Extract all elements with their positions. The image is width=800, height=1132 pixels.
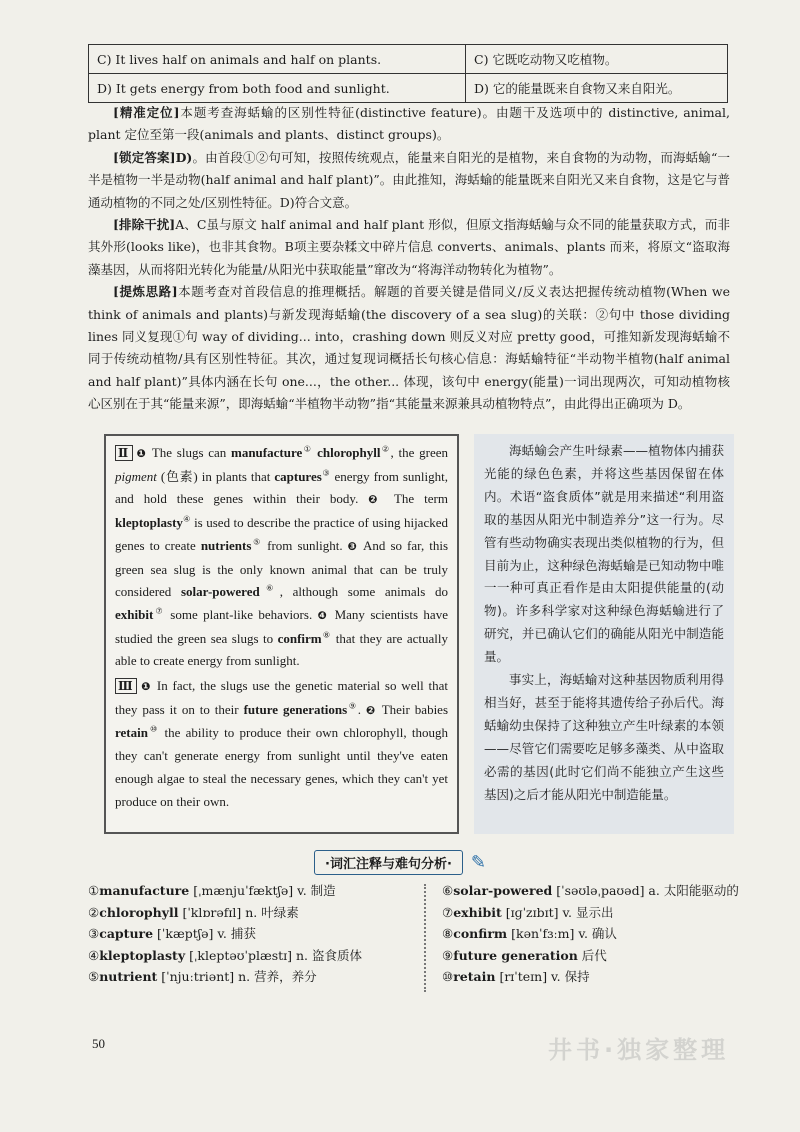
sentence-number: ❶	[141, 680, 153, 694]
passage-text: Their babies	[377, 701, 449, 717]
vocab-word: chlorophyll	[99, 904, 179, 920]
sentence-number: ❷	[365, 703, 377, 717]
analysis-tag: [锁定答案]	[113, 149, 176, 165]
passage-text: In fact, the slugs use the genetic material so well that they pass it on to their	[115, 678, 448, 717]
vocab-item	[442, 880, 762, 902]
vocab-number: ④	[88, 947, 100, 963]
translation-paragraph: 事实上，海蛞蝓对这种基因物质利用得相当好，甚至于能将其遗传给子孙后代。海蛞蝓幼虫保持了这种独立产生叶绿素的本领——尽管它们需要吃足够多藻类、从中盗取必需的基因(此时它们尚不能独立产生这些基因)之后才能从阳光中制造能量。	[484, 672, 724, 802]
vocab-definition: [ˈnjuːtriənt] n. 营养，养分	[157, 969, 317, 985]
passage-text: energy from sunlight, and hold these genes within their body.	[115, 468, 448, 507]
vocab-item	[88, 966, 418, 988]
keyword-note-marker: ③	[321, 468, 331, 478]
passage-text: is used to describe the practice of using hijacked genes to create	[115, 515, 448, 553]
paragraph-numeral: Ⅱ	[115, 445, 133, 461]
option-row	[89, 45, 728, 74]
vocab-title: ·词汇注释与难句分析·	[314, 850, 463, 875]
vocab-word: future generation	[453, 947, 578, 963]
vocab-definition: [kənˈfɜːm] v. 确认	[507, 926, 617, 942]
analysis-paragraph	[88, 102, 730, 147]
analysis-paragraph	[88, 214, 730, 281]
option-zh: C) 它既吃动物又吃植物。	[466, 45, 728, 74]
keyword: manufacture	[231, 445, 303, 460]
vocab-definition: [rɪˈteɪn] v. 保持	[495, 969, 590, 985]
options-table	[88, 44, 728, 103]
analysis-text: 。由首段①②句可知，按照传统观点，能量来自阳光的是植物，来自食物的为动物，而海蛞蝓“一半是植物一半是动物(half animal and half plant)”。由此推知，海蛞蝓的能量既来自阳光又来自食物，这是它与普通动植物的不同之处/区别性特征。D)符合文意。	[88, 149, 730, 210]
keyword-note-marker: ⑧	[321, 630, 332, 640]
analysis-text: 本题考查海蛞蝓的区别性特征(distinctive feature)。由题干及选项中的 distinctive, animal, plant 定位至第一段(animals and plants、distinct groups)。	[88, 105, 730, 143]
vocab-definition: [ɪɡˈzɪbɪt] v. 显示出	[501, 904, 614, 920]
vocab-word: capture	[99, 926, 154, 942]
sentence-number: ❸	[347, 539, 359, 553]
translation-paragraph: 海蛞蝓会产生叶绿素——植物体内捕获光能的绿色色素，并将这些基因保留在体内。术语“盗食质体”就是用来描述“利用盗取的基因从阳光中制造养分”这一行为。尽管有些动物确实表现出类似植物的行为，但目前为止，这种绿色海蛞蝓是已知动物中唯一一种可真正看作是由太阳提供能量的(动物)。许多科学家对这种绿色海蛞蝓进行了研究，并已确认它们的确能从阳光中制造能量。	[484, 443, 724, 665]
keyword: kleptoplasty	[115, 515, 183, 531]
keyword-note-marker: ⑨	[347, 701, 358, 711]
vocab-number: ⑧	[442, 926, 454, 942]
keyword: exhibit	[115, 606, 154, 622]
sentence-number: ❶	[136, 447, 148, 460]
vocab-list-right	[442, 880, 762, 988]
answer-label: D)	[175, 149, 193, 165]
vocab-definition: [ˈsəʊləˌpaʊəd] a. 太阳能驱动的	[552, 883, 739, 898]
passage-text: the ability to produce their own chlorophyll, though they can't generate energy from sunlight until they've eaten enough algae to steal the necessary genes, which they can't yet produce on their own.	[115, 725, 449, 809]
vocab-number: ③	[88, 926, 100, 942]
passage-paragraph-3	[115, 675, 448, 813]
translation-box	[474, 434, 734, 834]
vocab-definition: [ˌmænjuˈfæktʃə] v. 制造	[189, 883, 336, 898]
vocab-word: solar-powered	[453, 883, 553, 898]
keyword: confirm	[277, 630, 322, 646]
keyword-note-marker: ⑤	[251, 537, 263, 547]
vocab-word: exhibit	[453, 904, 502, 920]
vocab-number: ⑩	[442, 969, 454, 985]
keyword-note-marker: ⑥	[259, 583, 280, 593]
analysis-paragraph	[88, 147, 730, 214]
passage-text: that they are actually able to create energy from sunlight.	[115, 630, 449, 669]
watermark: 井书·独家整理	[548, 1036, 730, 1064]
keyword: nutrients	[200, 537, 252, 553]
vocab-item	[442, 966, 762, 988]
vocab-word: nutrient	[99, 969, 158, 985]
vocab-definition: [ˈklɒrəfɪl] n. 叶绿素	[178, 904, 299, 920]
passage-paragraph-2	[115, 442, 448, 673]
vocab-definition: [ˈkæptʃə] v. 捕获	[153, 926, 256, 942]
vocab-item	[88, 902, 418, 924]
passage-text: , the green	[390, 445, 448, 460]
passage-text: .	[357, 701, 366, 717]
vocab-definition: [ˌkleptəʊˈplæstɪ] n. 盗食质体	[185, 947, 363, 963]
keyword-note-marker: ⑦	[153, 606, 165, 616]
option-en: C) It lives half on animals and half on plants.	[89, 45, 466, 74]
analysis-tag: [提炼思路]	[113, 284, 178, 300]
passage-text: , although some animals do	[279, 584, 449, 600]
analysis-section	[88, 102, 730, 416]
page-number: 50	[92, 1036, 105, 1051]
vocab-divider	[424, 884, 434, 992]
passage-text: some plant-like behaviors.	[164, 606, 318, 622]
vocab-header	[0, 849, 800, 875]
vocab-number: ①	[88, 883, 100, 898]
vocab-word: manufacture	[99, 883, 190, 898]
passage-text: And so far, this green sea slug is the only known animal that can be truly considered	[115, 537, 448, 600]
keyword-note-marker: ⑩	[147, 725, 160, 735]
keyword: future generations	[243, 701, 348, 717]
vocab-item	[88, 923, 418, 945]
vocab-word: confirm	[453, 926, 508, 942]
passage-box	[104, 434, 459, 834]
vocab-item	[442, 923, 762, 945]
italic-term: pigment	[115, 468, 157, 484]
vocab-number: ⑨	[442, 947, 454, 963]
keyword-note-marker: ②	[380, 444, 391, 454]
analysis-tag: [精准定位]	[113, 105, 180, 120]
keyword: chlorophyll	[317, 445, 381, 460]
passage-text: Many scientists have studied the green sea slugs to	[115, 606, 448, 646]
sentence-number: ❷	[368, 493, 385, 507]
vocab-item	[442, 902, 762, 924]
analysis-paragraph	[88, 281, 730, 415]
passage-text: The slugs can	[147, 445, 231, 460]
vocab-word: retain	[453, 969, 496, 985]
keyword: retain	[115, 725, 148, 741]
option-en: D) It gets energy from both food and sunlight.	[89, 74, 466, 103]
vocab-list-left	[88, 880, 418, 988]
passage-text: from sunlight.	[262, 537, 348, 553]
vocab-item	[442, 945, 762, 967]
vocab-number: ⑦	[442, 904, 454, 920]
vocab-number: ②	[88, 904, 100, 920]
keyword: solar-powered	[180, 584, 260, 600]
keyword-note-marker: ④	[182, 514, 191, 524]
analysis-text: 本题考查对首段信息的推理概括。解题的首要关键是借同义/反义表达把握传统动植物(When we think of animals and plants)与新发现海蛞蝓(the discovery of a sea slug)的关联：②句中 those dividing lines 同义复现①句 way of dividing... into，crashing down 则反义对应 pretty good，可推知新发现海蛞蝓不同于传统动植物/具有区别性特征。其次，通过复现词概括长句核心信息：海蛞蝓特征“半动物半植物(half animal and half plant)”具体内涵在长句 one...，the other... 体现，该句中 energy(能量)一词出现两次，可知动植物核心区别在于其“能量来源”，即海蛞蝓“半植物半动物”指“其能量来源兼具动植物特点”，由此得出正确项为 D。	[88, 284, 730, 412]
analysis-text: A、C虽与原文 half animal and half plant 形似，但原文指海蛞蝓与众不同的能量获取方式，而非其外形(looks like)，也非其食物。B项主要杂糅文中碎片信息 converts、animals、plants 而来，将原文“盗取海藻基因，从而将阳光转化为能量/从阳光中获取能量”窜改为“将海洋动物转化为植物”。	[88, 217, 730, 277]
option-row	[89, 74, 728, 103]
vocab-number: ⑤	[88, 969, 100, 985]
vocab-word: kleptoplasty	[99, 947, 186, 963]
paragraph-numeral: Ⅲ	[115, 678, 137, 694]
passage-text: (色素) in plants that	[156, 468, 275, 484]
passage-text: The term	[384, 491, 448, 507]
sentence-number: ❹	[317, 608, 330, 622]
vocab-number: ⑥	[442, 883, 454, 898]
option-zh: D) 它的能量既来自食物又来自阳光。	[466, 74, 728, 103]
pen-icon: ✎	[470, 851, 486, 873]
vocab-item	[88, 880, 418, 902]
analysis-tag: [排除干扰]	[113, 217, 176, 233]
vocab-definition: 后代	[577, 947, 607, 963]
vocab-item	[88, 945, 418, 967]
keyword: captures	[274, 468, 322, 484]
keyword-note-marker: ①	[302, 444, 313, 454]
